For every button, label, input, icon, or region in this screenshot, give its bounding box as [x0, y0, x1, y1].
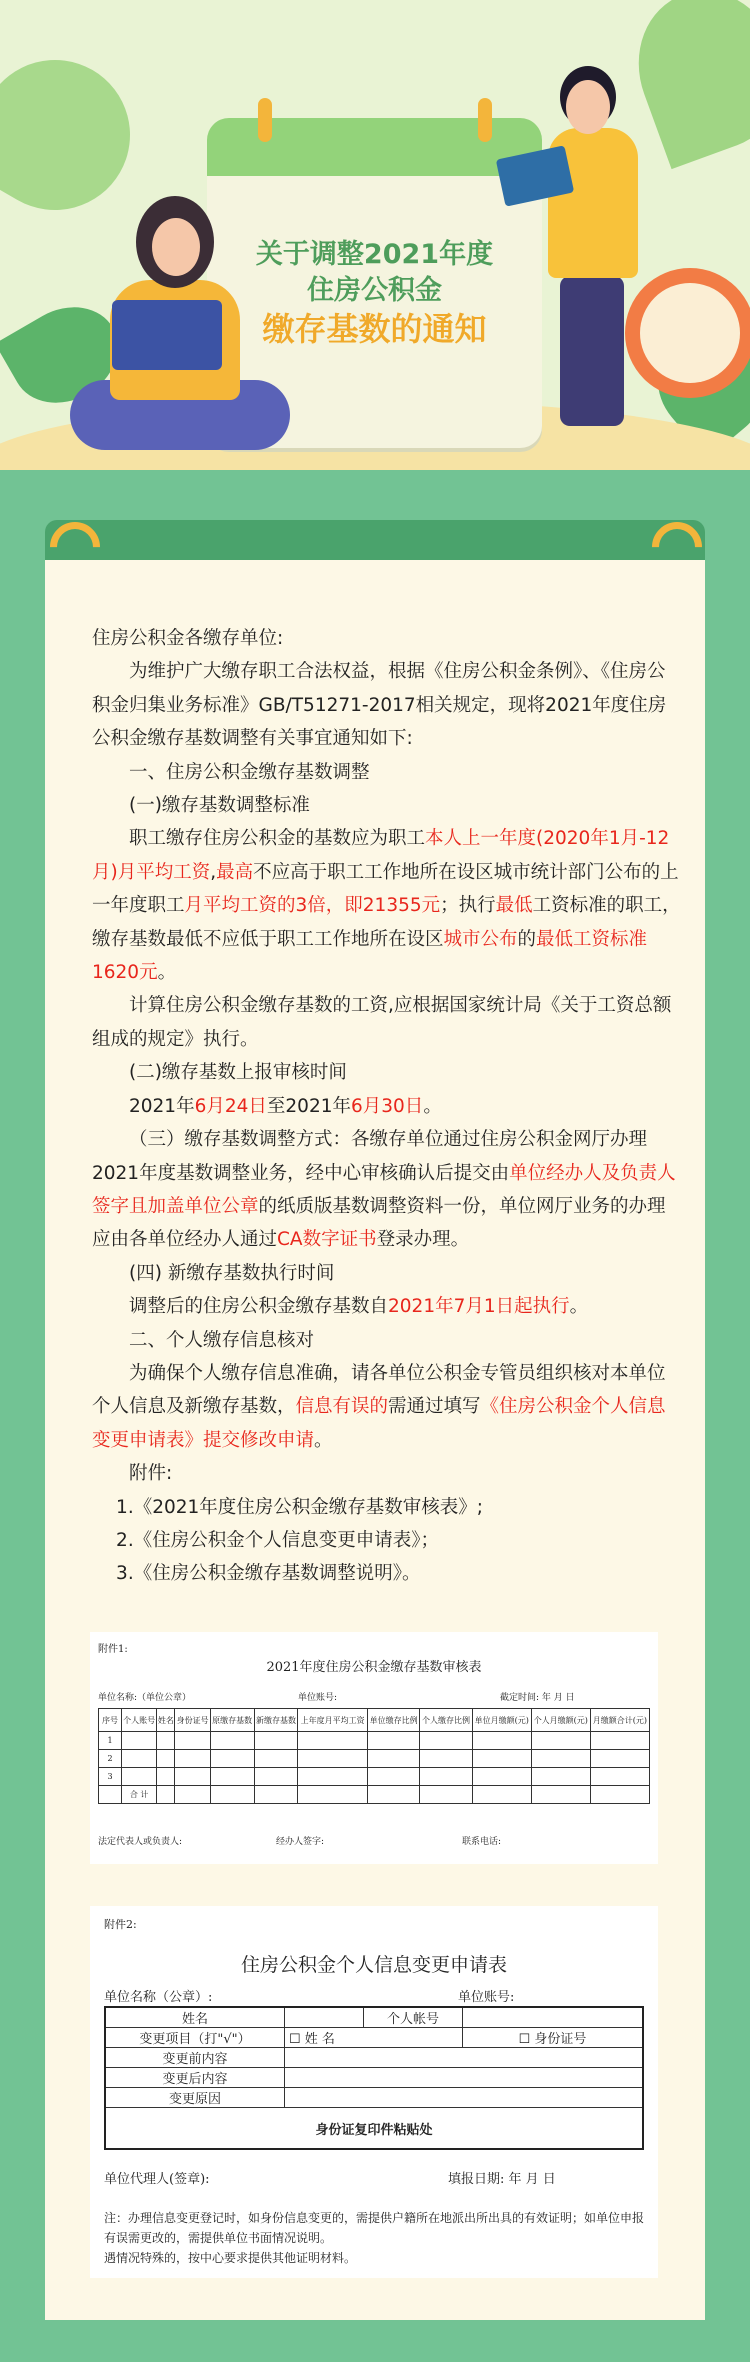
text-span: 不应高于职工工作地所在设区城市统计部门公布的上一年度职工	[92, 861, 679, 917]
name-checkbox[interactable]: ☐ 姓 名	[285, 2028, 463, 2048]
intro-paragraph: 为维护广大缴存职工合法权益，根据《住房公积金条例》、《住房公积金归集业务标准》GB/T51271-2017相关规定，现将2021年度住房公积金缴存基数调整有关事宜通知如下:	[92, 661, 667, 750]
table-row	[105, 2068, 643, 2088]
standing-man-face	[566, 80, 610, 134]
table-header: 姓名	[157, 1709, 175, 1732]
table-header-row	[99, 1709, 650, 1732]
leaf-decoration	[617, 0, 750, 169]
id-copy-area: 身份证复印件粘贴处	[105, 2108, 643, 2150]
highlight-span: 月平均工资的3倍，即21355元	[184, 895, 441, 917]
text-span: 的纸质版基数调整资料一份，单位网厅业务的办理应由各单位经办人通过	[92, 1195, 666, 1251]
text-span: 登录办理。	[376, 1229, 470, 1251]
subsection-heading: (四) 新缴存基数执行时间	[129, 1262, 335, 1284]
note-line: 遇情况特殊的，按中心要求提供其他证明材料。	[104, 2251, 357, 2265]
table-row	[105, 2048, 643, 2068]
highlight-span: 本人上一年度(2020年1月-12月)月平均工资	[92, 828, 670, 883]
highlight-span: CA数字证书	[277, 1229, 377, 1251]
attachments-label: 附件:	[129, 1463, 173, 1485]
text-span: 。	[423, 1095, 442, 1117]
audit-form-image	[90, 1632, 658, 1864]
highlight-span: 6月24日	[194, 1095, 267, 1117]
subsection-heading: (一)缴存基数调整标准	[129, 795, 310, 817]
phone-label: 联系电话:	[462, 1837, 502, 1847]
highlight-span: 最高	[216, 861, 254, 883]
text-span: ,	[210, 861, 217, 883]
highlight-span: 2021年7月1日起执行	[388, 1296, 570, 1318]
salutation: 住房公积金各缴存单位:	[92, 628, 284, 649]
table-row	[105, 2108, 643, 2150]
text-span: ；执行	[440, 895, 496, 917]
text-span: 至2021年	[266, 1095, 351, 1117]
fill-date-label: 填报日期: 年 月 日	[448, 2172, 556, 2187]
note-line: 注：办理信息变更登记时，如身份信息变更的，需提供户籍所在地派出所出具的有效证明；如单位申报有误需更改的，需提供单位书面情况说明。	[104, 2211, 645, 2245]
form-title: 住房公积金个人信息变更申请表	[240, 1954, 507, 1976]
table-row	[99, 1768, 650, 1786]
legal-rep-label: 法定代表人或负责人:	[98, 1837, 183, 1847]
verify-paragraph	[92, 1357, 682, 1457]
change-request-table	[104, 2006, 644, 2150]
audit-table	[98, 1708, 650, 1804]
table-row	[99, 1750, 650, 1768]
leaf-decoration	[0, 33, 157, 238]
text-span: 2021年	[129, 1095, 195, 1117]
effective-paragraph	[92, 1290, 682, 1323]
table-header: 个人月缴额(元)	[531, 1709, 590, 1732]
text-span: （三）缴存基数调整方式：各缴存单位通过住房公积金网厅办理2021年度基数调整业务，经中心审核确认后提交由	[92, 1129, 648, 1184]
table-header: 单位缴存比例	[367, 1709, 419, 1732]
date-label: 截定时间: 年 月 日	[500, 1693, 575, 1703]
notice-body	[92, 622, 682, 1591]
table-header: 单位月缴额(元)	[472, 1709, 531, 1732]
form-title: 2021年度住房公积金缴存基数审核表	[266, 1660, 482, 1675]
name-label: 姓名	[105, 2007, 285, 2028]
account-label: 个人帐号	[364, 2007, 463, 2028]
handler-sign-label: 经办人签字:	[276, 1837, 325, 1847]
table-header: 上年度月平均工资	[298, 1709, 368, 1732]
text-span: 工资标准的职工，缴存基数最低不应低于职工工作地所在设区	[92, 895, 681, 950]
highlight-span: 最低	[495, 895, 533, 917]
row-number: 3	[99, 1768, 122, 1786]
row-number: 1	[99, 1732, 122, 1750]
after-label: 变更后内容	[105, 2068, 285, 2088]
text-span: 调整后的住房公积金缴存基数自	[129, 1296, 389, 1318]
highlight-span: 单位经办人及负责人签字且加盖单位公章	[92, 1162, 676, 1217]
change-request-form-image	[90, 1906, 658, 2278]
text-span: 为确保个人缴存信息准确，请各单位公积金专管员组织核对本单位个人信息及新缴存基数，	[92, 1362, 666, 1418]
table-header: 个人账号	[122, 1709, 157, 1732]
text-span: 职工缴存住房公积金的基数应为职工	[129, 828, 426, 850]
total-label: 合 计	[122, 1786, 157, 1804]
unit-number-label: 单位账号:	[458, 1990, 515, 2005]
table-header: 序号	[99, 1709, 122, 1732]
table-header: 月缴额合计(元)	[590, 1709, 649, 1732]
attachment-item: 3.《住房公积金缴存基数调整说明》。	[116, 1563, 421, 1585]
section-heading: 一、住房公积金缴存基数调整	[129, 761, 370, 783]
section-heading: 二、个人缴存信息核对	[129, 1329, 315, 1351]
table-header: 新缴存基数	[254, 1709, 298, 1732]
form-note	[104, 2208, 644, 2268]
table-header: 个人缴存比例	[420, 1709, 472, 1732]
text-span: 需通过填写	[388, 1396, 481, 1418]
row-number: 2	[99, 1750, 122, 1768]
time-paragraph	[92, 1090, 682, 1123]
highlight-span: 最低工资标准1620元	[92, 928, 648, 984]
change-item-label: 变更项目（打"√"）	[105, 2028, 285, 2048]
subsection-heading: (二)缴存基数上报审核时间	[129, 1062, 347, 1084]
attachment-item: 2.《住房公积金个人信息变更申请表》；	[116, 1529, 439, 1551]
agent-sign-label: 单位代理人(签章):	[104, 2172, 210, 2187]
table-row	[105, 2007, 643, 2028]
table-header: 原缴存基数	[210, 1709, 254, 1732]
hero-title-line1: 关于调整2021年度	[255, 239, 494, 270]
before-label: 变更前内容	[105, 2048, 285, 2068]
text-span: 。	[157, 962, 177, 984]
table-row	[105, 2088, 643, 2108]
table-header: 身份证号	[175, 1709, 210, 1732]
hero-title-line2: 住房公积金	[307, 275, 442, 306]
highlight-span: 城市公布	[443, 928, 518, 950]
highlight-span: 信息有误的	[295, 1396, 389, 1418]
unit-name-label: 单位名称（公章）:	[104, 1990, 213, 2005]
id-checkbox[interactable]: ☐ 身份证号	[463, 2028, 644, 2048]
clock-face	[640, 283, 740, 383]
highlight-span: 6月30日	[351, 1095, 424, 1117]
highlight-span: 《住房公积金个人信息变更申请表》提交修改申请	[92, 1396, 666, 1451]
table-row	[99, 1732, 650, 1750]
calendar-ring-icon	[258, 98, 272, 142]
standard-paragraph	[92, 822, 682, 989]
unit-name-label: 单位名称:（单位公章）	[98, 1693, 192, 1703]
calendar-ring-icon	[478, 98, 492, 142]
form-tag: 附件2:	[104, 1918, 137, 1931]
text-span: 。	[314, 1429, 333, 1451]
wage-paragraph: 计算住房公积金缴存基数的工资,应根据国家统计局《关于工资总额组成的规定》执行。	[92, 995, 672, 1050]
attachment-item: 1.《2021年度住房公积金缴存基数审核表》;	[116, 1496, 484, 1518]
text-span: 的	[517, 928, 537, 950]
reason-label: 变更原因	[105, 2088, 285, 2108]
form-tag: 附件1:	[98, 1644, 128, 1655]
reading-girl-face	[152, 218, 200, 276]
panel-header-strip	[45, 520, 705, 562]
book-icon	[112, 300, 222, 370]
table-row	[105, 2028, 643, 2048]
table-total-row	[99, 1786, 650, 1804]
text-span: 。	[569, 1296, 589, 1318]
standing-man-illustration	[560, 276, 624, 426]
hero-title-line3: 缴存基数的通知	[262, 310, 487, 348]
method-paragraph	[92, 1123, 682, 1257]
unit-number-label: 单位账号:	[298, 1693, 338, 1703]
